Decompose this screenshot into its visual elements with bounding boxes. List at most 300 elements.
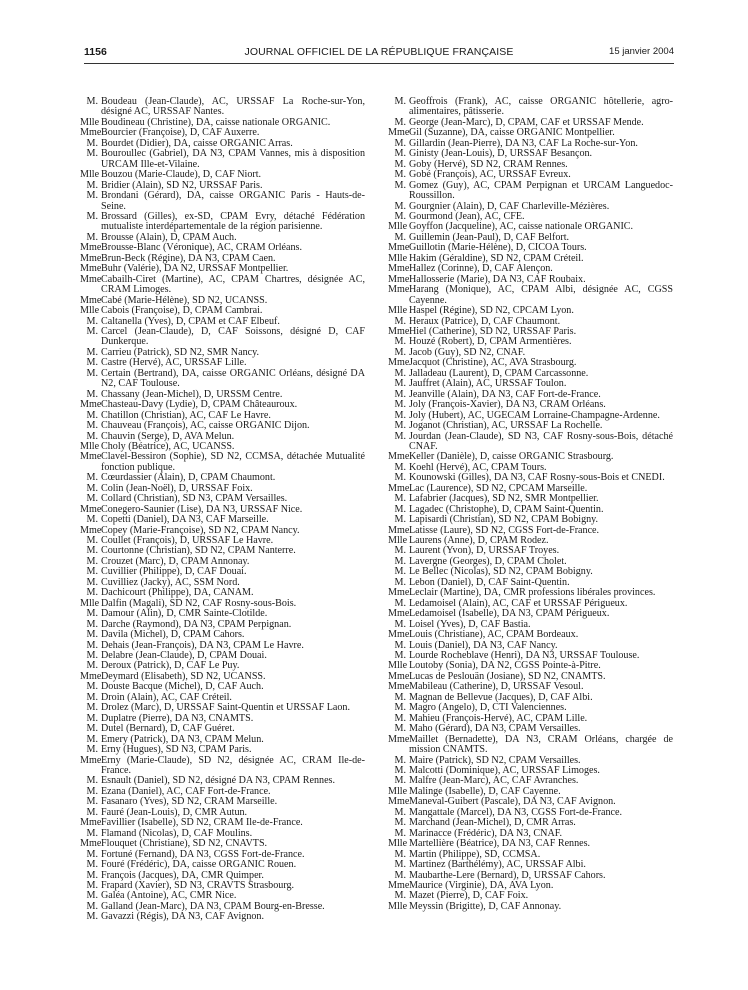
civility-title: Mme <box>80 127 102 139</box>
journal-title: JOURNAL OFFICIEL DE LA RÉPUBLIQUE FRANÇAISE <box>244 46 514 58</box>
civility-title: M. <box>394 545 406 557</box>
civility-title: M. <box>394 806 406 818</box>
civility-title: M. <box>394 420 406 432</box>
entry-text: Ledamoisel (Isabelle), DA N3, CPAM Périgueux. <box>409 608 610 620</box>
civility-title: M. <box>394 367 406 379</box>
civility-title: M. <box>394 210 406 222</box>
entry-text: Conegero-Saunier (Lise), DA N3, URSSAF Nice. <box>101 503 303 515</box>
entry-text: Marchand (Jean-Michel), D, CMR Arras. <box>409 817 576 829</box>
entry-text: Duplatre (Pierre), DA N3, CNAMTS. <box>101 712 254 724</box>
civility-title: M. <box>394 618 406 630</box>
civility-title: M. <box>394 158 406 170</box>
entry-text: François (Jacques), DA, CMR Quimper. <box>101 869 264 881</box>
civility-title: M. <box>394 869 406 881</box>
civility-title: M. <box>86 137 98 149</box>
entry-text: Erny (Hugues), SD N3, CPAM Paris. <box>101 744 252 756</box>
civility-title: Mlle <box>80 116 100 128</box>
civility-title: M. <box>394 116 406 128</box>
entry-text: Fouré (Frédéric), DA, caisse ORGANIC Rouen. <box>101 859 297 871</box>
entry-text: Martin (Philippe), SD, CCMSA. <box>409 848 541 860</box>
civility-title: M. <box>86 190 98 202</box>
page-number: 1156 <box>84 46 107 58</box>
entry-text: Gillardin (Jean-Pierre), DA N3, CAF La Roche-sur-Yon. <box>409 137 638 149</box>
civility-title: Mme <box>388 127 410 139</box>
entry-text: Magnan de Bellevue (Jacques), D, CAF Albi. <box>409 691 593 703</box>
entry-text: Boudeau (Jean-Claude), AC, URSSAF La Roche-sur-Yon, désigné AC, URSSAF Nantes. <box>101 96 365 118</box>
civility-title: Mme <box>80 503 102 515</box>
entry-text: Gil (Suzanne), DA, caisse ORGANIC Montpellier. <box>409 127 615 139</box>
civility-title: M. <box>86 179 98 191</box>
civility-title: M. <box>86 357 98 369</box>
civility-title: Mme <box>80 524 102 536</box>
entry-text: Leclair (Martine), DA, CMR professions libérales provinces. <box>409 587 656 599</box>
entry-text: Mazet (Pierre), D, CAF Foix. <box>409 890 529 902</box>
entry-text: Copey (Marie-Françoise), SD N2, CPAM Nancy. <box>101 524 300 536</box>
civility-title: M. <box>394 503 406 515</box>
entry-text: Jalladeau (Laurent), D, CPAM Carcassonne. <box>409 367 589 379</box>
entry-text: Chassany (Jean-Michel), D, URSSM Centre. <box>101 388 283 400</box>
civility-title: M. <box>86 796 98 808</box>
civility-title: Mme <box>388 357 410 369</box>
entry-text: Collard (Christian), SD N3, CPAM Versailles. <box>101 493 288 505</box>
entry-text: Clavel-Bessiron (Sophie), SD N2, CCMSA, détachée Mutualité fonction publique. <box>101 451 365 473</box>
civility-title: M. <box>86 346 98 358</box>
entry-text: Joganot (Christian), AC, URSSAF La Rochelle. <box>409 420 603 432</box>
civility-title: Mlle <box>388 785 408 797</box>
list-item <box>80 452 365 473</box>
entry-text: Houzé (Robert), D, CPAM Armentières. <box>409 336 572 348</box>
entry-text: Deymard (Elisabeth), SD N2, UCANSS. <box>101 670 266 682</box>
entry-text: Drolez (Marc), D, URSSAF Saint-Quentin et URSSAF Laon. <box>101 702 350 714</box>
entry-text: Chauvin (Serge), D, AVA Melun. <box>101 430 235 442</box>
civility-title: M. <box>86 493 98 505</box>
entry-text: Le Bellec (Nicolas), SD N2, CPAM Bobigny. <box>409 566 593 578</box>
entry-text: Martinez (Barthélémy), AC, URSSAF Albi. <box>409 859 586 871</box>
entry-text: Fortuné (Fernand), DA N3, CGSS Fort-de-France. <box>101 848 305 860</box>
entry-text: Copetti (Daniel), DA N3, CAF Marseille. <box>101 514 269 526</box>
entry-text: Brondani (Gérard), DA, caisse ORGANIC Paris - Hauts-de-Seine. <box>101 190 365 212</box>
entry-text: Galéa (Antoine), AC, CMR Nice. <box>101 890 237 902</box>
civility-title: Mlle <box>388 838 408 850</box>
civility-title: M. <box>86 576 98 588</box>
entry-text: Maneval-Guibert (Pascale), DA N3, CAF Avignon. <box>409 796 616 808</box>
civility-title: M. <box>394 336 406 348</box>
civility-title: Mme <box>388 263 410 275</box>
list-item <box>80 97 365 118</box>
civility-title: Mlle <box>388 305 408 317</box>
entry-text: Gavazzi (Régis), DA N3, CAF Avignon. <box>101 911 264 923</box>
civility-title: M. <box>86 712 98 724</box>
civility-title: M. <box>86 827 98 839</box>
entry-text: Dehais (Jean-François), DA N3, CPAM Le Havre. <box>101 639 304 651</box>
entry-text: Delabre (Jean-Claude), D, CPAM Douai. <box>101 650 267 662</box>
entry-text: Jeanville (Alain), DA N3, CAF Fort-de-France. <box>409 388 601 400</box>
entry-text: Maurice (Virginie), DA, AVA Lyon. <box>409 879 554 891</box>
civility-title: Mlle <box>388 221 408 233</box>
civility-title: M. <box>86 148 98 160</box>
list-item <box>388 97 673 118</box>
civility-title: M. <box>86 315 98 327</box>
entry-text: Malinge (Isabelle), D, CAF Cayenne. <box>409 785 561 797</box>
civility-title: Mme <box>388 524 410 536</box>
civility-title: M. <box>394 691 406 703</box>
entry-text: Gomez (Guy), AC, CPAM Perpignan et URCAM Languedoc-Roussillon. <box>409 179 673 202</box>
list-item <box>80 275 365 296</box>
civility-title: M. <box>86 367 98 379</box>
entry-text: Maho (Gérard), DA N3, CPAM Versailles. <box>409 723 581 735</box>
entry-text: Kounowski (Gilles), DA N3, CAF Rosny-sous-Bois et CNEDI. <box>409 472 665 484</box>
civility-title: M. <box>394 346 406 358</box>
civility-title: M. <box>86 775 98 787</box>
civility-title: Mlle <box>388 900 408 912</box>
entry-text: Jacob (Guy), SD N2, CNAF. <box>409 346 526 358</box>
entry-text: Malfre (Jean-Marc), AC, CAF Avranches. <box>409 775 579 787</box>
civility-title: M. <box>394 399 406 411</box>
civility-title: M. <box>394 775 406 787</box>
entry-text: Damour (Alin), D, CMR Sainte-Clotilde. <box>101 608 268 620</box>
civility-title: M. <box>394 96 406 107</box>
list-item <box>80 191 365 212</box>
list-item <box>80 327 365 348</box>
civility-title: Mlle <box>80 169 100 181</box>
entry-text: Cœurdassier (Alain), D, CPAM Chaumont. <box>101 472 276 484</box>
civility-title: Mme <box>388 670 410 682</box>
civility-title: M. <box>394 555 406 567</box>
left-column <box>80 97 365 923</box>
entry-text: Brousse-Blanc (Véronique), AC, CRAM Orléans. <box>101 242 303 254</box>
civility-title: M. <box>86 555 98 567</box>
entry-text: Lapisardi (Christian), SD N2, CPAM Bobigny. <box>409 514 599 526</box>
header-rule <box>84 63 674 64</box>
entry-text: Jacquot (Christine), AC, AVA Strasbourg. <box>409 357 577 369</box>
civility-title: M. <box>86 733 98 745</box>
civility-title: Mme <box>388 482 410 494</box>
entry-text: Frapard (Xavier), SD N3, CRAVTS Strasbourg. <box>101 879 295 891</box>
right-column <box>388 97 673 912</box>
entry-text: Koehl (Hervé), AC, CPAM Tours. <box>409 461 547 473</box>
civility-title: M. <box>86 785 98 797</box>
civility-title: M. <box>86 618 98 630</box>
civility-title: M. <box>394 566 406 578</box>
entry-text: Hakim (Géraldine), SD N2, CPAM Créteil. <box>409 252 584 264</box>
civility-title: Mme <box>80 242 102 254</box>
civility-title: M. <box>86 210 98 222</box>
civility-title: M. <box>394 179 406 191</box>
entry-text: Bouzou (Marie-Claude), D, CAF Niort. <box>101 169 262 181</box>
entry-text: Deroux (Patrick), D, CAF Le Puy. <box>101 660 240 672</box>
entry-text: Marinacce (Frédéric), DA N3, CNAF. <box>409 827 563 839</box>
civility-title: Mme <box>80 451 102 463</box>
list-item <box>388 181 673 202</box>
civility-title: M. <box>86 409 98 421</box>
civility-title: M. <box>394 597 406 609</box>
entry-text: Chauveau (François), AC, caisse ORGANIC Dijon. <box>101 420 310 432</box>
civility-title: Mlle <box>80 440 100 452</box>
civility-title: M. <box>86 420 98 432</box>
civility-title: Mme <box>388 325 410 337</box>
civility-title: M. <box>86 430 98 442</box>
entry-text: Buhr (Valérie), DA N2, URSSAF Montpellier. <box>101 263 289 275</box>
entry-text: Bouroullec (Gabriel), DA N3, CPAM Vannes, mis à disposition URCAM Ille-et-Vilaine. <box>101 148 365 170</box>
entry-text: Chatillon (Christian), AC, CAF Le Havre. <box>101 409 271 421</box>
entry-text: Fasanaro (Yves), SD N2, CRAM Marseille. <box>101 796 278 808</box>
entry-text: Bourcier (Françoise), D, CAF Auxerre. <box>101 127 260 139</box>
entry-text: Ledamoisel (Alain), AC, CAF et URSSAF Périgueux. <box>409 597 628 609</box>
civility-title: M. <box>394 890 406 902</box>
civility-title: Mme <box>80 838 102 850</box>
entry-text: Cuvillier (Philippe), D, CAF Douai. <box>101 566 247 578</box>
civility-title: M. <box>86 472 98 484</box>
civility-title: Mme <box>388 879 410 891</box>
entry-text: Douste Bacque (Michel), D, CAF Auch. <box>101 681 264 693</box>
entry-text: Mabileau (Catherine), D, URSSAF Vesoul. <box>409 681 584 693</box>
civility-title: M. <box>86 890 98 902</box>
civility-title: M. <box>394 650 406 662</box>
civility-title: M. <box>394 137 406 149</box>
list-item <box>388 735 673 756</box>
entry-text: Jourdan (Jean-Claude), SD N3, CAF Rosny-sous-Bois, détaché CNAF. <box>409 430 673 452</box>
entry-text: Carcel (Jean-Claude), D, CAF Soissons, désigné D, CAF Dunkerque. <box>101 325 365 348</box>
entry-text: Lourde Rocheblave (Henri), DA N3, URSSAF Toulouse. <box>409 650 640 662</box>
entry-text: Geoffrois (Frank), AC, caisse ORGANIC hôtellerie, agro-alimentaires, pâtisserie. <box>409 96 673 118</box>
entry-text: Lebon (Daniel), D, CAF Saint-Quentin. <box>409 576 570 588</box>
civility-title: Mme <box>388 242 410 254</box>
entry-text: Bourdet (Didier), DA, caisse ORGANIC Arras. <box>101 137 293 149</box>
entry-text: Carrieu (Patrick), SD N2, SMR Nancy. <box>101 346 260 358</box>
entry-text: Cabailh-Ciret (Martine), AC, CPAM Chartres, désignée AC, CRAM Limoges. <box>101 273 365 296</box>
entry-text: Hallosserie (Marie), DA N3, CAF Roubaix. <box>409 273 586 285</box>
civility-title: M. <box>394 169 406 181</box>
entry-text: Certain (Bertrand), DA, caisse ORGANIC Orléans, désigné DA N2, CAF Toulouse. <box>101 367 365 390</box>
list-item <box>80 149 365 170</box>
entry-text: Erny (Marie-Claude), SD N2, désignée AC, CRAM Ile-de-France. <box>101 754 365 776</box>
civility-title: Mme <box>80 670 102 682</box>
civility-title: M. <box>86 514 98 526</box>
entry-text: Louis (Daniel), DA N3, CAF Nancy. <box>409 639 558 651</box>
civility-title: M. <box>86 879 98 891</box>
entry-text: Jauffret (Alain), AC, URSSAF Toulon. <box>409 378 567 390</box>
civility-title: Mme <box>388 629 410 641</box>
entry-text: Guillotin (Marie-Hélène), D, CICOA Tours. <box>409 242 587 254</box>
civility-title: Mlle <box>388 535 408 547</box>
civility-title: Mlle <box>388 660 408 672</box>
civility-title: M. <box>394 461 406 473</box>
entry-text: Emery (Patrick), DA N3, CPAM Melun. <box>101 733 264 745</box>
entry-text: Lagadec (Christophe), D, CPAM Saint-Quentin. <box>409 503 604 515</box>
civility-title: M. <box>394 859 406 871</box>
entry-text: Choly (Béatrice), AC, UCANSS. <box>101 440 235 452</box>
entry-text: Joly (François-Xavier), DA N3, CRAM Orléans. <box>409 399 606 411</box>
entry-text: Castre (Hervé), AC, URSSAF Lille. <box>101 357 247 369</box>
entry-text: Mahieu (François-Hervé), AC, CPAM Lille. <box>409 712 588 724</box>
entry-text: Fauré (Jean-Louis), D, CMR Autun. <box>101 806 248 818</box>
page-header <box>84 46 674 62</box>
entry-text: Loutoby (Sonia), DA N2, CGSS Pointe-à-Pitre. <box>409 660 601 672</box>
civility-title: M. <box>394 576 406 588</box>
entry-text: George (Jean-Marc), D, CPAM, CAF et URSSAF Mende. <box>409 116 644 128</box>
civility-title: M. <box>86 744 98 756</box>
civility-title: M. <box>86 639 98 651</box>
entry-text: Maillet (Bernadette), DA N3, CRAM Orléans, chargée de mission CNAMTS. <box>409 733 673 756</box>
civility-title: M. <box>86 231 98 243</box>
entry-text: Goyffon (Jacqueline), AC, caisse nationale ORGANIC. <box>409 221 634 233</box>
entry-text: Dutel (Bernard), D, CAF Guéret. <box>101 723 235 735</box>
entry-text: Joly (Hubert), AC, UGECAM Lorraine-Champagne-Ardenne. <box>409 409 660 421</box>
civility-title: Mme <box>388 587 410 599</box>
civility-title: Mlle <box>80 305 100 317</box>
civility-title: M. <box>86 806 98 818</box>
civility-title: M. <box>394 378 406 390</box>
entry-text: Keller (Danièle), D, caisse ORGANIC Strasbourg. <box>409 451 614 463</box>
civility-title: Mme <box>80 273 102 285</box>
entry-text: Droin (Alain), AC, CAF Créteil. <box>101 691 232 703</box>
entry-text: Brossard (Gilles), ex-SD, CPAM Evry, détaché Fédération mutualiste interdépartementale de la région parisienne. <box>101 210 365 233</box>
civility-title: M. <box>86 566 98 578</box>
civility-title: M. <box>86 535 98 547</box>
entry-text: Cabois (Françoise), D, CPAM Cambrai. <box>101 305 263 317</box>
civility-title: M. <box>86 723 98 735</box>
entry-text: Bridier (Alain), SD N2, URSSAF Paris. <box>101 179 263 191</box>
civility-title: Mme <box>80 252 102 264</box>
civility-title: M. <box>86 650 98 662</box>
civility-title: M. <box>394 817 406 829</box>
entry-text: Laurens (Anne), D, CPAM Rodez. <box>409 535 549 547</box>
civility-title: M. <box>86 629 98 641</box>
entry-text: Meyssin (Brigitte), D, CAF Annonay. <box>409 900 562 912</box>
civility-title: Mme <box>388 733 410 745</box>
entry-text: Guillemin (Jean-Paul), D, CAF Belfort. <box>409 231 570 243</box>
entry-text: Latisse (Laure), SD N2, CGSS Fort-de-France. <box>409 524 600 536</box>
entry-text: Darche (Raymond), DA N3, CPAM Perpignan. <box>101 618 292 630</box>
civility-title: M. <box>394 472 406 484</box>
civility-title: M. <box>394 493 406 505</box>
civility-title: M. <box>86 900 98 912</box>
entry-text: Lac (Laurence), SD N2, CPCAM Marseille. <box>409 482 588 494</box>
civility-title: M. <box>86 869 98 881</box>
civility-title: Mme <box>80 399 102 411</box>
civility-title: M. <box>86 608 98 620</box>
civility-title: M. <box>86 96 98 107</box>
entry-text: Hiel (Catherine), SD N2, URSSAF Paris. <box>409 325 577 337</box>
civility-title: Mme <box>388 273 410 285</box>
entry-text: Mangattale (Marcel), DA N3, CGSS Fort-de-France. <box>409 806 623 818</box>
civility-title: M. <box>86 482 98 494</box>
entry-text: Magro (Angelo), D, CTI Valenciennes. <box>409 702 567 714</box>
entry-text: Crouzet (Marc), D, CPAM Annonay. <box>101 555 250 567</box>
entry-text: Caltanella (Yves), D, CPAM et CAF Elbeuf. <box>101 315 280 327</box>
civility-title: M. <box>86 848 98 860</box>
entry-text: Lucas de Peslouän (Josiane), SD N2, CNAMTS. <box>409 670 606 682</box>
civility-title: Mme <box>388 608 410 620</box>
civility-title: M. <box>394 702 406 714</box>
entry-text: Cuvilliez (Jacky), AC, SSM Nord. <box>101 576 240 588</box>
list-item <box>388 285 673 306</box>
entry-text: Colin (Jean-Noël), D, URSSAF Foix. <box>101 482 253 494</box>
civility-title: M. <box>394 723 406 735</box>
entry-text: Hallez (Corinne), D, CAF Alençon. <box>409 263 553 275</box>
civility-title: M. <box>394 765 406 776</box>
civility-title: M. <box>86 587 98 599</box>
entry-text: Dalfin (Magali), SD N2, CAF Rosny-sous-Bois. <box>101 597 297 609</box>
entry-text: Martellière (Béatrice), DA N3, CAF Rennes. <box>409 838 591 850</box>
entry-text: Chasteau-Davy (Lydie), D, CPAM Châteauroux. <box>101 399 298 411</box>
civility-title: M. <box>86 325 98 337</box>
entry-text: Coullet (François), D, URSSAF Le Havre. <box>101 535 274 547</box>
entry-text: Esnault (Daniel), SD N2, désigné DA N3, CPAM Rennes. <box>101 775 336 787</box>
list-item <box>80 369 365 390</box>
entry-text: Heraux (Patrice), D, CAF Chaumont. <box>409 315 561 327</box>
entry-text: Goby (Hervé), SD N2, CRAM Rennes. <box>409 158 568 170</box>
entry-text: Flamand (Nicolas), D, CAF Moulins. <box>101 827 253 839</box>
civility-title: Mme <box>388 284 410 296</box>
entry-text: Lavergne (Georges), D, CPAM Cholet. <box>409 555 567 567</box>
entry-text: Harang (Monique), AC, CPAM Albi, désignée AC, CGSS Cayenne. <box>409 284 673 306</box>
entry-text: Flouquet (Christiane), SD N2, CNAVTS. <box>101 838 268 850</box>
civility-title: M. <box>86 702 98 714</box>
entry-text: Louis (Christiane), AC, CPAM Bordeaux. <box>409 629 579 641</box>
civility-title: Mme <box>80 263 102 275</box>
civility-title: M. <box>86 681 98 693</box>
list-item <box>80 756 365 777</box>
entry-text: Dachicourt (Philippe), DA, CANAM. <box>101 587 254 599</box>
list-item <box>80 212 365 233</box>
list-item <box>388 902 673 912</box>
civility-title: M. <box>394 315 406 327</box>
entry-text: Brun-Beck (Régine), DA N3, CPAM Caen. <box>101 252 276 264</box>
civility-title: Mme <box>388 451 410 463</box>
civility-title: Mme <box>388 796 410 808</box>
entry-text: Ginisty (Jean-Louis), D, URSSAF Besançon. <box>409 148 593 160</box>
civility-title: M. <box>86 545 98 557</box>
civility-title: Mme <box>388 681 410 693</box>
entry-text: Laurent (Yvon), D, URSSAF Troyes. <box>409 545 560 557</box>
list-item <box>388 432 673 453</box>
civility-title: M. <box>394 409 406 421</box>
entry-text: Courtonne (Christian), SD N2, CPAM Nanterre. <box>101 545 296 557</box>
civility-title: M. <box>86 388 98 400</box>
civility-title: Mme <box>80 754 102 766</box>
civility-title: M. <box>394 827 406 839</box>
civility-title: Mme <box>80 817 102 829</box>
civility-title: M. <box>86 911 98 923</box>
list-item <box>80 912 365 922</box>
civility-title: Mlle <box>388 252 408 264</box>
entry-text: Cabé (Marie-Hélène), SD N2, UCANSS. <box>101 294 268 306</box>
civility-title: Mme <box>80 294 102 306</box>
entry-text: Maire (Patrick), SD N2, CPAM Versailles. <box>409 754 581 766</box>
civility-title: M. <box>394 754 406 766</box>
civility-title: Mlle <box>80 597 100 609</box>
entry-text: Boudineau (Christine), DA, caisse nationale ORGANIC. <box>101 116 331 128</box>
entry-text: Gourmond (Jean), AC, CFE. <box>409 210 525 222</box>
entry-text: Haspel (Régine), SD N2, CPCAM Lyon. <box>409 305 574 317</box>
entry-text: Gobé (François), AC, URSSAF Evreux. <box>409 169 571 181</box>
civility-title: M. <box>394 388 406 400</box>
entry-text: Brousse (Alain), D, CPAM Auch. <box>101 231 237 243</box>
civility-title: M. <box>394 639 406 651</box>
entry-text: Favillier (Isabelle), SD N2, CRAM Ile-de-France. <box>101 817 303 829</box>
entry-text: Maubarthe-Lere (Bernard), D, URSSAF Cahors. <box>409 869 606 881</box>
entry-text: Loisel (Yves), D, CAF Bastia. <box>409 618 531 630</box>
civility-title: M. <box>394 430 406 442</box>
civility-title: M. <box>394 848 406 860</box>
civility-title: M. <box>394 200 406 212</box>
civility-title: M. <box>86 660 98 672</box>
civility-title: M. <box>394 231 406 243</box>
entry-text: Ezana (Daniel), AC, CAF Fort-de-France. <box>101 785 271 797</box>
civility-title: M. <box>86 691 98 703</box>
entry-text: Galland (Jean-Marc), DA N3, CPAM Bourg-en-Bresse. <box>101 900 325 912</box>
